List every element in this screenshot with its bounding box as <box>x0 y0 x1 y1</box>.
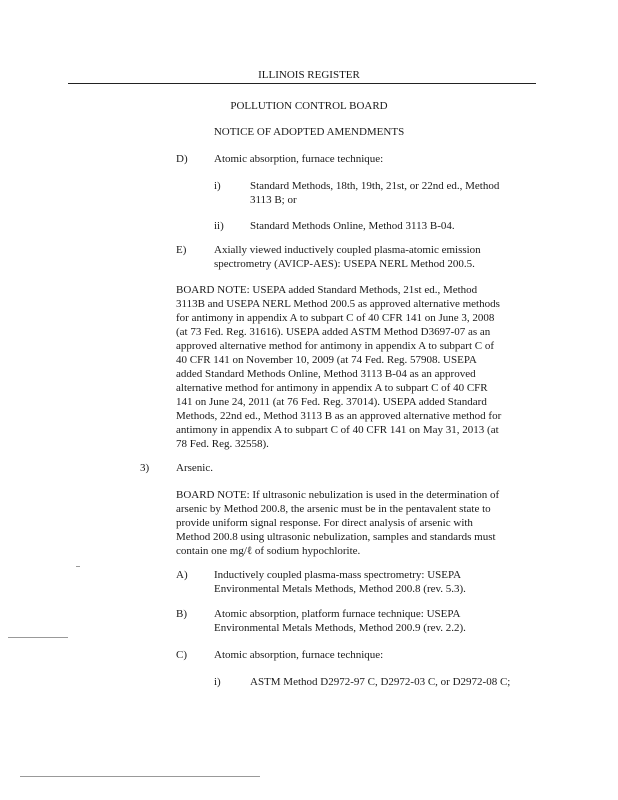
note-line: arsenic by Method 200.8, the arsenic must be in the pentavalent state to <box>176 503 491 515</box>
arsenic-b-text <box>214 607 466 635</box>
item-d-ii-label: ii) <box>214 220 224 232</box>
note-line: alternative method for antimony in appendix A to subpart C of 40 CFR <box>176 382 488 394</box>
note-line: contain one mg/ℓ of sodium hypochlorite. <box>176 545 361 557</box>
item-d-i-line: Standard Methods, 18th, 19th, 21st, or 22nd ed., Method <box>250 180 500 192</box>
item-d-i-text <box>250 179 499 207</box>
arsenic-a-line: Environmental Metals Methods, Method 200.8 (rev. 5.3). <box>214 583 466 595</box>
arsenic-b-line: Environmental Metals Methods, Method 200.9 (rev. 2.2). <box>214 622 466 634</box>
note-line: Methods, 22nd ed., Method 3113 B as an approved alternative method for <box>176 410 502 422</box>
arsenic-c-i-label: i) <box>214 676 221 688</box>
arsenic-title: Arsenic. <box>176 462 213 474</box>
item-e-line: spectrometry (AVICP-AES): USEPA NERL Method 200.5. <box>214 258 475 270</box>
section-3-label: 3) <box>140 462 150 474</box>
arsenic-b-label: B) <box>176 608 187 620</box>
note-line: BOARD NOTE: USEPA added Standard Methods, 21st ed., Method <box>176 284 478 296</box>
arsenic-a-line: Inductively coupled plasma-mass spectrometry: USEPA <box>214 569 462 581</box>
arsenic-c-i-text: ASTM Method D2972-97 C, D2972-03 C, or D2972-08 C; <box>250 676 511 688</box>
arsenic-c-text: Atomic absorption, furnace technique: <box>214 649 384 661</box>
board-title: POLLUTION CONTROL BOARD <box>230 100 388 112</box>
scan-mark <box>20 776 260 777</box>
header-rule <box>68 83 536 84</box>
scan-mark <box>8 637 68 638</box>
note-line: BOARD NOTE: If ultrasonic nebulization is used in the determination of <box>176 489 500 501</box>
note-line: Method 200.8 using ultrasonic nebulization, samples and standards must <box>176 531 496 543</box>
note-line: provide uniform signal response. For direct analysis of arsenic with <box>176 517 473 529</box>
note-line: approved alternative method for antimony in appendix A to subpart C of <box>176 340 495 352</box>
item-d-ii-text: Standard Methods Online, Method 3113 B-04. <box>250 220 455 232</box>
item-e-text <box>214 243 481 271</box>
antimony-board-note <box>176 283 501 451</box>
arsenic-b-line: Atomic absorption, platform furnace technique: USEPA <box>214 608 461 620</box>
note-line: antimony in appendix A to subpart C of 40 CFR 141 on May 31, 2013 (at <box>176 424 499 436</box>
note-line: for antimony in appendix A to subpart C of 40 CFR 141 on June 3, 2008 <box>176 312 495 324</box>
item-e-line: Axially viewed inductively coupled plasma-atomic emission <box>214 244 481 256</box>
register-title: ILLINOIS REGISTER <box>258 69 360 81</box>
item-d-i-label: i) <box>214 180 221 192</box>
note-line: 78 Fed. Reg. 32558). <box>176 438 269 450</box>
item-d-i-line: 3113 B; or <box>250 194 297 206</box>
item-d-text: Atomic absorption, furnace technique: <box>214 153 384 165</box>
note-line: 40 CFR 141 on November 10, 2009 (at 74 Fed. Reg. 57908. USEPA <box>176 354 477 366</box>
arsenic-c-label: C) <box>176 649 187 661</box>
arsenic-board-note <box>176 488 499 558</box>
item-e-label: E) <box>176 244 187 256</box>
arsenic-a-label: A) <box>176 569 188 581</box>
scan-mark <box>76 566 80 567</box>
note-line: 3113B and USEPA NERL Method 200.5 as approved alternative methods <box>176 298 500 310</box>
arsenic-a-text <box>214 568 466 596</box>
note-line: 141 on June 24, 2011 (at 76 Fed. Reg. 37014). USEPA added Standard <box>176 396 487 408</box>
note-line: added Standard Methods Online, Method 3113 B-04 as an approved <box>176 368 476 380</box>
item-d-label: D) <box>176 153 188 165</box>
note-line: (at 73 Fed. Reg. 31616). USEPA added ASTM Method D3697-07 as an <box>176 326 491 338</box>
notice-title: NOTICE OF ADOPTED AMENDMENTS <box>213 126 405 138</box>
